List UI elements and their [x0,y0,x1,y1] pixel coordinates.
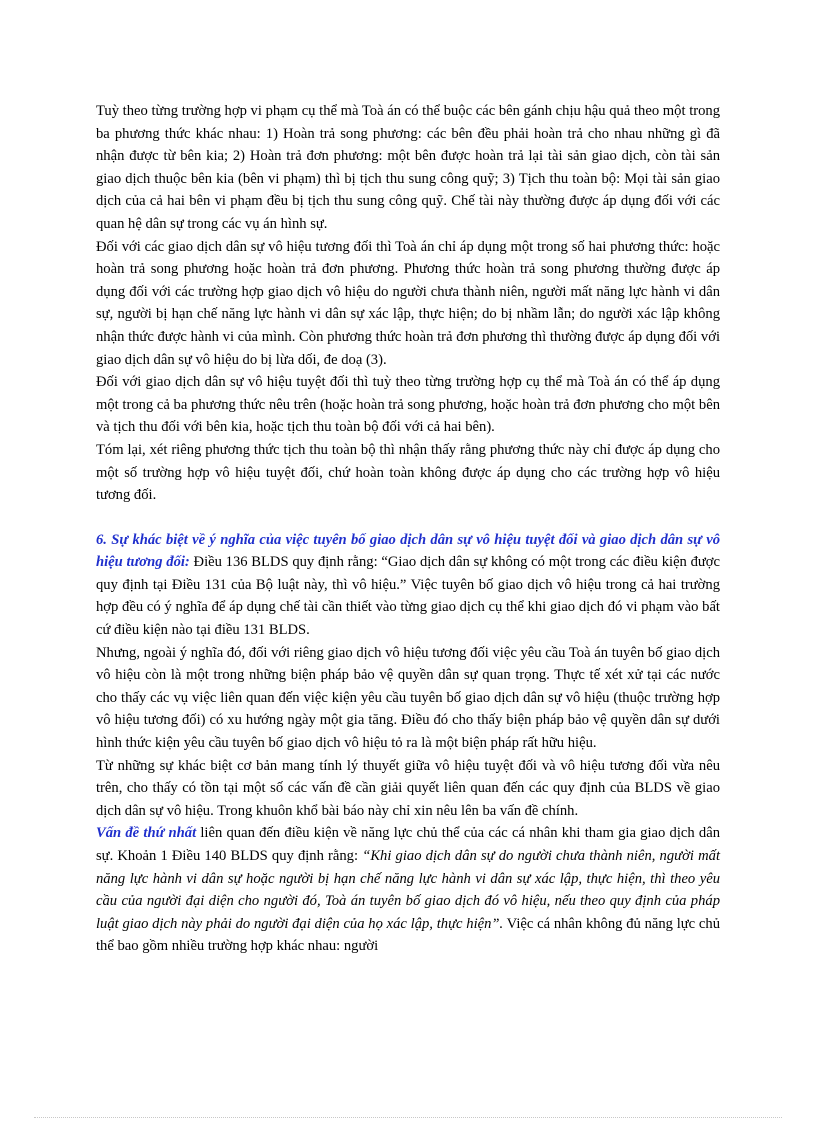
paragraph-relative-invalidity: Đối với các giao dịch dân sự vô hiệu tương đối thì Toà án chỉ áp dụng một trong số hai phương thức: hoặc hoàn trả song phương hoặc hoàn trả đơn phương. Phương thức hoàn trả song phương thường được áp dụng đối với các trường hợp giao dịch vô hiệu do người chưa thành niên, người mất năng lực hành vi dân sự, người bị hạn chế năng lực hành vi dân sự xác lập, thực hiện; do bị nhầm lẫn; do người xác lập không nhận thức được hành vi của mình. Còn phương thức hoàn trả đơn phương thì thường được áp dụng đối với giao dịch dân sự vô hiệu do bị lừa dối, đe doạ (3). [96,238,720,368]
paragraph-summary: Tóm lại, xét riêng phương thức tịch thu toàn bộ thì nhận thấy rằng phương thức này chỉ được áp dụng cho một số trường hợp vô hiệu tuyệt đối, chứ hoàn toàn không được áp dụng cho các trường hợp vô hiệu tương đối. [96,441,720,504]
first-issue-heading: Vấn đề thứ nhất [96,825,197,842]
first-issue-continuation: Việc cá nhân không đủ năng lực chủ thể bao gồm nhiều trường hợp khác nhau: người [96,915,720,955]
page-bottom-divider [34,1117,782,1118]
paragraph-issues-intro: Từ những sự khác biệt cơ bản mang tính lý thuyết giữa vô hiệu tuyệt đối và vô hiệu tương đối vừa nêu trên, cho thấy có tồn tại một số các vấn đề cần giải quyết liên quan đến các quy định của BLDS về giao dịch dân sự vô hiệu. Trong khuôn khổ bài báo này chỉ xin nêu lên ba vấn đề chính. [96,757,720,819]
document-page [96,100,720,958]
paragraph-restitution-methods: Tuỳ theo từng trường hợp vi phạm cụ thể mà Toà án có thể buộc các bên gánh chịu hậu quả theo một trong ba phương thức khác nhau: 1) Hoàn trả song phương: các bên đều phải hoàn trả cho nhau những gì đã nhận được từ bên kia; 2) Hoàn trả đơn phương: một bên được hoàn trả lại tài sản giao dịch, còn tài sản giao dịch thuộc bên kia (bên vi phạm) thì bị tịch thu sung công quỹ; 3) Tịch thu toàn bộ: Mọi tài sản giao dịch của cả hai bên vi phạm đều bị tịch thu sung công quỹ. Chế tài này thường được áp dụng đối với các quan hệ dân sự trong các vụ án hình sự. [96,103,720,232]
section-6-heading: 6. Sự khác biệt về ý nghĩa của việc tuyên bố giao dịch dân sự vô hiệu tuyệt đối và giao dịch dân sự vô hiệu tương đối: [96,531,720,571]
first-issue-quote: “Khi giao dịch dân sự do người chưa thành niên, người mất năng lực hành vi dân sự hoặc người bị hạn chế năng lực hành vi dân sự xác lập, thực hiện, thì theo yêu cầu của người đại diện cho người đó, Toà án tuyên bố giao dịch đó vô hiệu, nếu theo quy định của pháp luật giao dịch này phải do người đại diện của họ xác lập, thực hiện”. [96,848,720,932]
paragraph-protection-measure: Nhưng, ngoài ý nghĩa đó, đối với riêng giao dịch vô hiệu tương đối việc yêu cầu Toà án tuyên bố giao dịch vô hiệu còn là một trong những biện pháp bảo vệ quyền dân sự quan trọng. Thực tế xét xử tại các nước cho thấy các vụ việc liên quan đến việc kiện yêu cầu tuyên bố giao dịch dân sự vô hiệu (thuộc trường hợp vô hiệu tương đối) có xu hướng ngày một gia tăng. Điều đó cho thấy biện pháp bảo vệ quyền dân sự dưới hình thức kiện yêu cầu tuyên bố giao dịch vô hiệu tỏ ra là một biện pháp rất hữu hiệu. [96,644,720,752]
first-issue-text: liên quan đến điều kiện về năng lực chủ thể của các cá nhân khi tham gia giao dịch dân sự. Khoản 1 Điều 140 BLDS quy định rằng: [96,825,720,864]
paragraph-absolute-invalidity: Đối với giao dịch dân sự vô hiệu tuyệt đối thì tuỳ theo từng trường hợp cụ thể mà Toà án có thể áp dụng một trong cả ba phương thức nêu trên (hoặc hoàn trả song phương, hoặc hoàn trả đơn phương cho một bên và tịch thu đối với bên kia, hoặc tịch thu toàn bộ đối với cả hai bên). [96,374,720,436]
paragraph-first-issue [96,822,720,958]
section-6 [96,529,720,642]
section-6-text: Điều 136 BLDS quy định rằng: “Giao dịch dân sự không có một trong các điều kiện được quy định tại Điều 131 của Bộ luật này, thì vô hiệu.” Việc tuyên bố giao dịch vô hiệu trong cả hai trường hợp đều có ý nghĩa để áp dụng chế tài cần thiết vào từng giao dịch cụ thể khi giao dịch đó vi phạm vào bất cứ điều kiện nào tại điều 131 BLDS. [96,554,720,639]
paragraph-spacer [96,507,720,529]
